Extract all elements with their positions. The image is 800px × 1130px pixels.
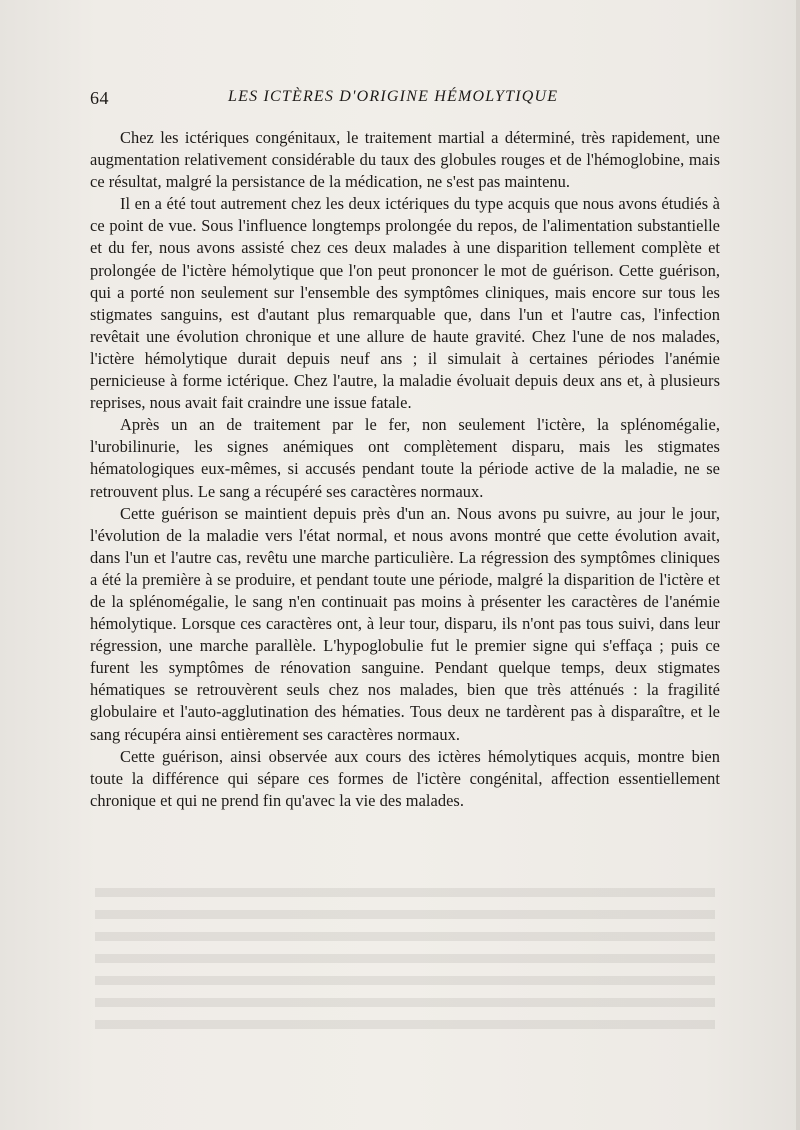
paragraph: Cette guérison se maintient depuis près d'un an. Nous avons pu suivre, au jour le jour, l'évolution de la maladie vers l'état normal, et nous avons montré que cette évolution avait, dans l'un et l'autre cas, revêtu une marche particulière. La régression des symptômes cliniques a été la première à se produire, et pendant toute une période, malgré la disparition de l'ictère et de la splénomégalie, le sang n'en continuait pas moins à présenter les caractères de l'anémie hémolytique. Lorsque ces caractères ont, à leur tour, disparu, ils n'ont pas tous suivi, dans leur régression, une marche parallèle. L'hypoglobulie fut le premier signe qui s'effaça ; puis ce furent les symptômes de rénovation sanguine. Pendant quelque temps, deux stigmates hématiques se retrouvèrent seuls chez nos malades, bien que très atténués : la fragilité globulaire et l'auto-agglutination des hématies. Tous deux ne tardèrent pas à disparaître, et le sang récupéra ainsi entièrement ses caractères normaux. [90, 503, 720, 744]
page-edge [796, 0, 800, 1130]
paragraph: Après un an de traitement par le fer, non seulement l'ictère, la splénomégalie, l'urobilinurie, les signes anémiques ont complètement disparu, mais les stigmates hématologiques eux-mêmes, si accusés pendant toute la période active de la maladie, ne se retrouvent plus. Le sang a récupéré ses caractères normaux. [90, 415, 720, 501]
running-title: LES ICTÈRES D'ORIGINE HÉMOLYTIQUE [228, 88, 559, 105]
show-through-text [95, 888, 715, 1038]
paragraph: Chez les ictériques congénitaux, le traitement martial a déterminé, très rapidement, une augmentation relativement considérable du taux des globules rouges et de l'hémoglobine, mais ce résultat, malgré la persistance de la médication, ne s'est pas maintenu. [90, 128, 720, 192]
paragraph: Cette guérison, ainsi observée aux cours des ictères hémolytiques acquis, montre bien toute la différence qui sépare ces formes de l'ictère congénital, affection essentiellement chronique et qui ne prend fin qu'avec la vie des malades. [90, 746, 720, 810]
page-number: 64 [90, 88, 109, 108]
body-text [90, 127, 720, 812]
running-head [90, 88, 730, 112]
paragraph: Il en a été tout autrement chez les deux ictériques du type acquis que nous avons étudiés à ce point de vue. Sous l'influence longtemps prolongée du repos, de l'alimentation substantielle et du fer, nous avons assisté chez ces deux malades à une disparition tellement complète et prolongée de l'ictère hémolytique que l'on peut prononcer le mot de guérison. Cette guérison, qui a porté non seulement sur l'ensemble des symptômes cliniques, mais encore sur tous les stigmates sanguins, est d'autant plus remarquable que, dans l'un et l'autre cas, l'infection revêtait une évolution chronique et une allure de haute gravité. Chez l'une de nos malades, l'ictère hémolytique durait depuis neuf ans ; il simulait à certaines périodes l'anémie pernicieuse à forme ictérique. Chez l'autre, la maladie évoluait depuis deux ans et, à plusieurs reprises, nous avait fait craindre une issue fatale. [90, 194, 720, 413]
